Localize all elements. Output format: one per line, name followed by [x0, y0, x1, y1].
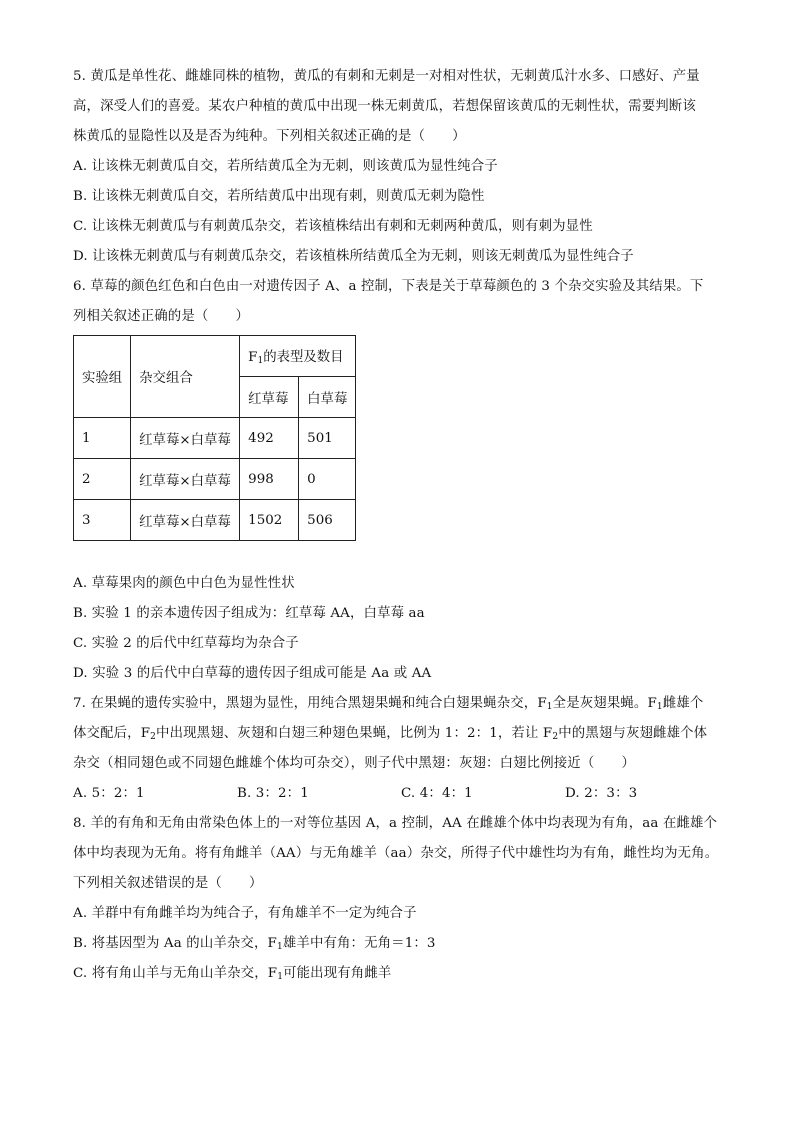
cell-cross: 红草莓×白草莓 — [131, 418, 240, 459]
q5-option-a: A. 让该株无刺黄瓜自交，若所结黄瓜全为无刺，则该黄瓜为显性纯合子 — [73, 159, 498, 174]
q8-stem-line-1: 8. 羊的有角和无角由常染色体上的一对等位基因 A，a 控制，AA 在雌雄个体中均表现为有角，aa 在雌雄个 — [73, 816, 718, 831]
header-f1 — [240, 336, 356, 377]
q7-option-b: B. 3：2：1 — [237, 786, 309, 801]
header-group: 实验组 — [74, 336, 131, 418]
cell-cross: 红草莓×白草莓 — [131, 459, 240, 500]
table-row — [74, 500, 356, 541]
q7-text: 中出现黑翅、灰翅和白翅三种翅色果蝇，比例为 1：2：1，若让 F — [156, 726, 553, 741]
cell-group: 2 — [74, 459, 131, 500]
q7-option-c: C. 4：4：1 — [401, 786, 473, 801]
header-f1-suffix: 的表型及数目 — [263, 350, 344, 365]
q5-option-d: D. 让该株无刺黄瓜与有刺黄瓜杂交，若该植株所结黄瓜全为无刺，则该无刺黄瓜为显性纯合子 — [73, 249, 634, 264]
q7-stem-line-2 — [73, 719, 733, 749]
cell-white: 0 — [299, 459, 356, 500]
header-red: 红草莓 — [240, 377, 299, 418]
q7-text: 全是灰翅果蝇。F — [552, 696, 657, 711]
q6-option-b: B. 实验 1 的亲本遗传因子组成为：红草莓 AA，白草莓 aa — [73, 606, 425, 621]
q7-option-a: A. 5：2：1 — [73, 786, 145, 801]
q6-option-d: D. 实验 3 的后代中白草莓的遗传因子组成可能是 Aa 或 AA — [73, 666, 432, 681]
q7-options — [73, 779, 733, 809]
q6-stem-line-1: 6. 草莓的颜色红色和白色由一对遗传因子 A、a 控制，下表是关于草莓颜色的 3 个杂交实验及其结果。下 — [73, 279, 704, 294]
subscript: 2 — [150, 732, 157, 742]
q7-text: 7. 在果蝇的遗传实验中，黑翅为显性，用纯合黑翅果蝇和纯合白翅果蝇杂交，F — [73, 696, 547, 711]
q8-option-b — [73, 929, 733, 959]
cell-white: 501 — [299, 418, 356, 459]
table-row — [74, 418, 356, 459]
cell-white: 506 — [299, 500, 356, 541]
q6-stem-line-2: 列相关叙述正确的是（ ） — [73, 309, 250, 324]
question-8 — [73, 809, 733, 989]
subscript: 1 — [277, 972, 284, 982]
q7-text: 中的黑翅与灰翅雌雄个体 — [558, 726, 708, 741]
q8-text: 可能出现有角雌羊 — [283, 966, 392, 981]
header-f1-subscript: 1 — [257, 356, 264, 366]
table-header-row — [74, 336, 356, 377]
q6-option-c: C. 实验 2 的后代中红草莓均为杂合子 — [73, 636, 299, 651]
cell-red: 492 — [240, 418, 299, 459]
q8-stem-line-3: 下列相关叙述错误的是（ ） — [73, 876, 263, 891]
q5-option-c: C. 让该株无刺黄瓜与有刺黄瓜杂交，若该植株结出有刺和无刺两种黄瓜，则有刺为显性 — [73, 219, 593, 234]
cell-red: 998 — [240, 459, 299, 500]
cell-red: 1502 — [240, 500, 299, 541]
header-f1-prefix: F — [248, 350, 258, 365]
experiment-table — [73, 335, 356, 541]
cell-group: 1 — [74, 418, 131, 459]
q8-text: 雄羊中有角：无角＝1：3 — [282, 936, 436, 951]
q8-text: B. 将基因型为 Aa 的山羊杂交，F — [73, 936, 277, 951]
q5-stem-line-1: 5. 黄瓜是单性花、雌雄同株的植物，黄瓜的有刺和无刺是一对相对性状，无刺黄瓜汁水多、口感好、产量 — [73, 69, 700, 84]
q8-stem-line-2: 体中均表现为无角。将有角雌羊（AA）与无角雄羊（aa）杂交，所得子代中雄性均为有角，雌性均为无角。 — [73, 846, 719, 861]
subscript: 1 — [656, 702, 663, 712]
header-white: 白草莓 — [299, 377, 356, 418]
subscript: 2 — [552, 732, 559, 742]
q6-option-a: A. 草莓果肉的颜色中白色为显性性状 — [73, 576, 295, 591]
table-row — [74, 459, 356, 500]
q7-text: 雌雄个 — [662, 696, 704, 711]
question-5 — [73, 62, 733, 272]
q8-option-c — [73, 959, 733, 989]
question-7 — [73, 689, 733, 809]
q5-stem-line-3: 株黄瓜的显隐性以及是否为纯种。下列相关叙述正确的是（ ） — [73, 129, 466, 144]
subscript: 1 — [546, 702, 553, 712]
exam-page — [73, 62, 733, 989]
q7-stem-line-3: 杂交（相同翅色或不同翅色雌雄个体均可杂交），则子代中黑翅：灰翅：白翅比例接近（ ） — [73, 756, 636, 771]
cell-cross: 红草莓×白草莓 — [131, 500, 240, 541]
q5-stem-line-2: 高，深受人们的喜爱。某农户种植的黄瓜中出现一株无刺黄瓜，若想保留该黄瓜的无刺性状，需要判断该 — [73, 99, 696, 114]
q8-text: C. 将有角山羊与无角山羊杂交，F — [73, 966, 278, 981]
subscript: 1 — [276, 942, 283, 952]
q7-option-d: D. 2：3：3 — [565, 786, 638, 801]
q7-stem-line-1 — [73, 689, 733, 719]
header-cross: 杂交组合 — [131, 336, 240, 418]
q5-option-b: B. 让该株无刺黄瓜自交，若所结黄瓜中出现有刺，则黄瓜无刺为隐性 — [73, 189, 485, 204]
q7-text: 体交配后，F — [73, 726, 151, 741]
q8-option-a: A. 羊群中有角雌羊均为纯合子，有角雄羊不一定为纯合子 — [73, 906, 417, 921]
cell-group: 3 — [74, 500, 131, 541]
question-6 — [73, 272, 733, 689]
